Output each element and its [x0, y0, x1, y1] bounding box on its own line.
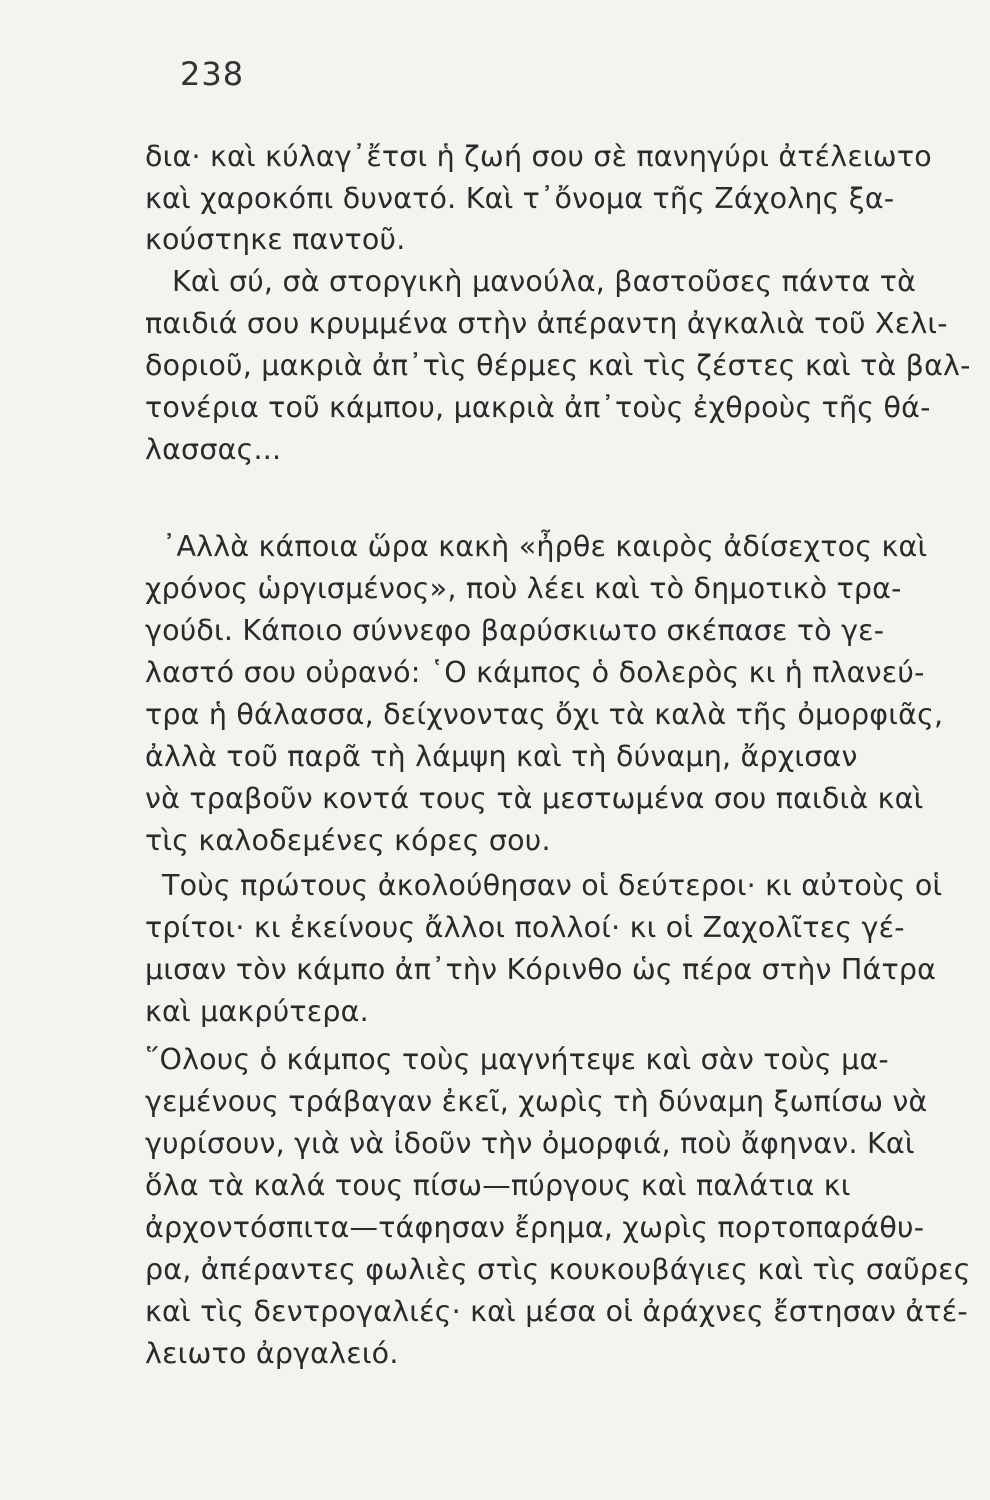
text-line: δια· καὶ κύλαγ᾽ἔτσι ἡ ζωή σου σὲ πανηγύρι ἀτέλειωτο [145, 140, 932, 173]
text-line: νὰ τραβοῦν κοντά τους τὰ μεστωμένα σου παιδιὰ καὶ [145, 782, 924, 815]
text-line: ᾽Αλλὰ κάποια ὥρα κακὴ «ἦρθε καιρὸς ἀδίσεχτος καὶ [162, 530, 928, 563]
text-line: ἀρχοντόσπιτα—τάφησαν ἔρημα, χωρὶς πορτοπαράθυ- [145, 1211, 925, 1244]
text-line: χρόνος ὡργισμένος», ποὺ λέει καὶ τὸ δημοτικὸ τρα- [145, 572, 902, 605]
text-line: ἀλλὰ τοῦ παρᾶ τὴ λάμψη καὶ τὴ δύναμη, ἄρχισαν [145, 740, 858, 773]
text-line: τρίτοι· κι ἐκείνους ἄλλοι πολλοί· κι οἱ Ζαχολῖτες γέ- [145, 911, 905, 944]
text-line: Τοὺς πρώτους ἀκολούθησαν οἱ δεύτεροι· κι αὐτοὺς οἱ [162, 869, 943, 902]
text-line: ὅλα τὰ καλά τους πίσω—πύργους καὶ παλάτια κι [145, 1169, 851, 1202]
text-line: δοριοῦ, μακριὰ ἀπ᾽τὶς θέρμες καὶ τὶς ζέστες καὶ τὰ βαλ- [145, 349, 971, 382]
text-line: λειωτο ἀργαλειό. [145, 1337, 399, 1370]
text-line: καὶ χαροκόπι δυνατό. Καὶ τ᾽ὄνομα τῆς Ζάχολης ξα- [145, 182, 895, 215]
text-line: γούδι. Κάποιο σύννεφο βαρύσκιωτο σκέπασε τὸ γε- [145, 614, 885, 647]
text-line: ῞Ολους ὁ κάμπος τοὺς μαγνήτεψε καὶ σὰν τοὺς μα- [145, 1043, 889, 1076]
text-line: γυρίσουν, γιὰ νὰ ἰδοῦν τὴν ὀμορφιά, ποὺ ἄφηναν. Καὶ [145, 1127, 915, 1160]
page-number: 238 [180, 55, 245, 93]
text-line: μισαν τὸν κάμπο ἀπ᾽τὴν Κόρινθο ὡς πέρα στὴν Πάτρα [145, 953, 937, 986]
text-line: Καὶ σύ, σὰ στοργικὴ μανούλα, βαστοῦσες πάντα τὰ [172, 265, 917, 298]
text-line: τονέρια τοῦ κάμπου, μακριὰ ἀπ᾽τοὺς ἐχθροὺς τῆς θά- [145, 391, 931, 424]
text-line: κούστηκε παντοῦ. [145, 223, 406, 256]
text-line: ρα, ἀπέραντες φωλιὲς στὶς κουκουβάγιες καὶ τὶς σαῦρες [145, 1253, 971, 1286]
text-line: καὶ τὶς δεντρογαλιές· καὶ μέσα οἱ ἀράχνες ἔστησαν ἀτέ- [145, 1295, 968, 1328]
text-line: καὶ μακρύτερα. [145, 995, 369, 1028]
text-line: παιδιά σου κρυμμένα στὴν ἀπέραντη ἀγκαλιὰ τοῦ Χελι- [145, 307, 948, 340]
text-line: τὶς καλοδεμένες κόρες σου. [145, 824, 551, 857]
text-line: τρα ἡ θάλασσα, δείχνοντας ὄχι τὰ καλὰ τῆς ὀμορφιᾶς, [145, 698, 944, 731]
text-line: λαστό σου οὐρανό: ῾Ο κάμπος ὁ δολερὸς κι ἡ πλανεύ- [145, 656, 925, 689]
text-line: γεμένους τράβαγαν ἐκεῖ, χωρὶς τὴ δύναμη ξωπίσω νὰ [145, 1085, 928, 1118]
text-line: λασσας... [145, 433, 282, 466]
